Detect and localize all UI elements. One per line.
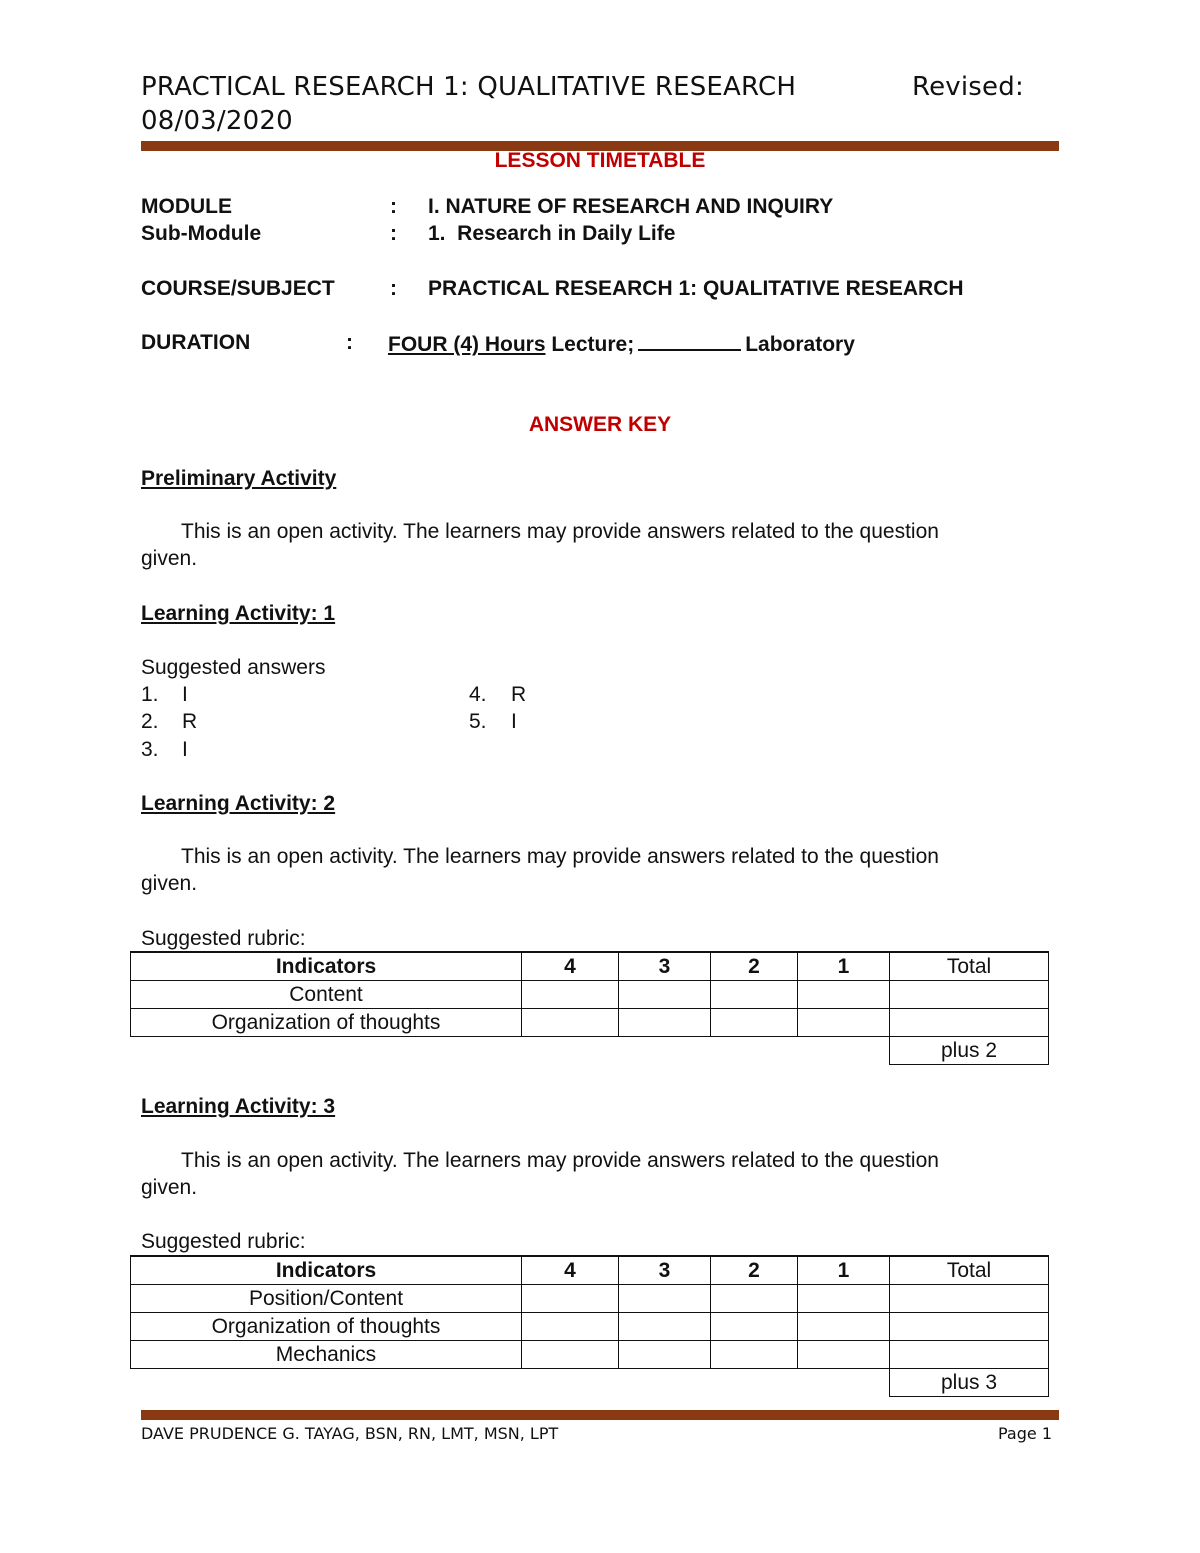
rubric-col-header: 1	[798, 1256, 890, 1285]
activity2-heading: Learning Activity: 2	[141, 792, 336, 815]
lab-blank-line	[638, 331, 741, 351]
rubric-col-header: 2	[711, 952, 798, 981]
rubric-col-header: 2	[711, 1256, 798, 1285]
rubric-total-row	[131, 1369, 1049, 1397]
rubric-col-header: 3	[619, 1256, 711, 1285]
answer-item: 4.	[469, 683, 487, 706]
duration-colon: :	[346, 331, 353, 354]
activity2-text-line2: given.	[141, 872, 198, 895]
course-colon: :	[390, 277, 397, 300]
duration-label: DURATION	[141, 331, 251, 354]
rubric-indicator: Mechanics	[131, 1341, 522, 1369]
duration-lab: Laboratory	[745, 333, 855, 356]
answer-value: R	[182, 710, 198, 733]
preliminary-heading: Preliminary Activity	[141, 467, 337, 490]
module-value: I. NATURE OF RESEARCH AND INQUIRY	[428, 195, 834, 218]
rubric-col-header: Total	[890, 952, 1049, 981]
table-row	[131, 1009, 1049, 1037]
rubric-total-row	[131, 1037, 1049, 1065]
submodule-value: 1. Research in Daily Life	[428, 222, 676, 245]
footer-author: DAVE PRUDENCE G. TAYAG, BSN, RN, LMT, MSN, LPT	[141, 1424, 559, 1443]
rubric-table-activity2	[130, 951, 1049, 1065]
module-colon: :	[390, 195, 397, 218]
answer-value: I	[511, 710, 517, 733]
rubric-indicator: Position/Content	[131, 1285, 522, 1313]
preliminary-text-line2: given.	[141, 547, 198, 570]
footer-rule	[141, 1410, 1059, 1420]
header-revised-date: 08/03/2020	[141, 106, 293, 136]
rubric-col-header: Indicators	[131, 952, 522, 981]
rubric-col-header: 4	[522, 1256, 619, 1285]
duration-lecture: Lecture;	[551, 333, 635, 356]
rubric-total: plus 3	[890, 1369, 1049, 1397]
rubric-col-header: 4	[522, 952, 619, 981]
preliminary-text-line1: This is an open activity. The learners may provide answers related to the question	[181, 520, 939, 543]
answer-value: R	[511, 683, 527, 706]
table-row	[131, 981, 1049, 1009]
rubric-col-header: Indicators	[131, 1256, 522, 1285]
answer-key-title: ANSWER KEY	[528, 413, 672, 436]
answer-item: 2.	[141, 710, 159, 733]
submodule-colon: :	[390, 222, 397, 245]
answer-item: 1.	[141, 683, 159, 706]
activity2-rubric-label: Suggested rubric:	[141, 927, 306, 950]
rubric-indicator: Organization of thoughts	[131, 1009, 522, 1037]
rubric-indicator: Content	[131, 981, 522, 1009]
rubric-total: plus 2	[890, 1037, 1049, 1065]
table-row	[131, 1313, 1049, 1341]
activity2-text-line1: This is an open activity. The learners may provide answers related to the question	[181, 845, 939, 868]
table-row	[131, 1341, 1049, 1369]
rubric-indicator: Organization of thoughts	[131, 1313, 522, 1341]
rubric-header-row	[131, 1256, 1049, 1285]
activity3-heading: Learning Activity: 3	[141, 1095, 336, 1118]
activity3-text-line2: given.	[141, 1176, 198, 1199]
answer-item: 5.	[469, 710, 487, 733]
activity1-intro: Suggested answers	[141, 656, 326, 679]
footer-page-number: Page 1	[998, 1424, 1052, 1443]
submodule-label: Sub-Module	[141, 222, 262, 245]
rubric-col-header: 3	[619, 952, 711, 981]
course-value: PRACTICAL RESEARCH 1: QUALITATIVE RESEARCH	[428, 277, 964, 300]
activity3-text-line1: This is an open activity. The learners may provide answers related to the question	[181, 1149, 939, 1172]
answer-item: 3.	[141, 738, 159, 761]
activity1-heading: Learning Activity: 1	[141, 602, 336, 625]
activity3-rubric-label: Suggested rubric:	[141, 1230, 306, 1253]
module-label: MODULE	[141, 195, 232, 218]
rubric-table-activity3	[130, 1255, 1049, 1397]
course-label: COURSE/SUBJECT	[141, 277, 335, 300]
timetable-title: LESSON TIMETABLE	[494, 149, 706, 172]
duration-hours: FOUR (4) Hours	[388, 333, 546, 356]
header-revised-label: Revised:	[912, 72, 1024, 102]
header-title: PRACTICAL RESEARCH 1: QUALITATIVE RESEARCH	[141, 72, 797, 102]
rubric-col-header: 1	[798, 952, 890, 981]
table-row	[131, 1285, 1049, 1313]
answer-value: I	[182, 738, 188, 761]
rubric-col-header: Total	[890, 1256, 1049, 1285]
rubric-header-row	[131, 952, 1049, 981]
duration-value	[388, 331, 855, 357]
answer-value: I	[182, 683, 188, 706]
